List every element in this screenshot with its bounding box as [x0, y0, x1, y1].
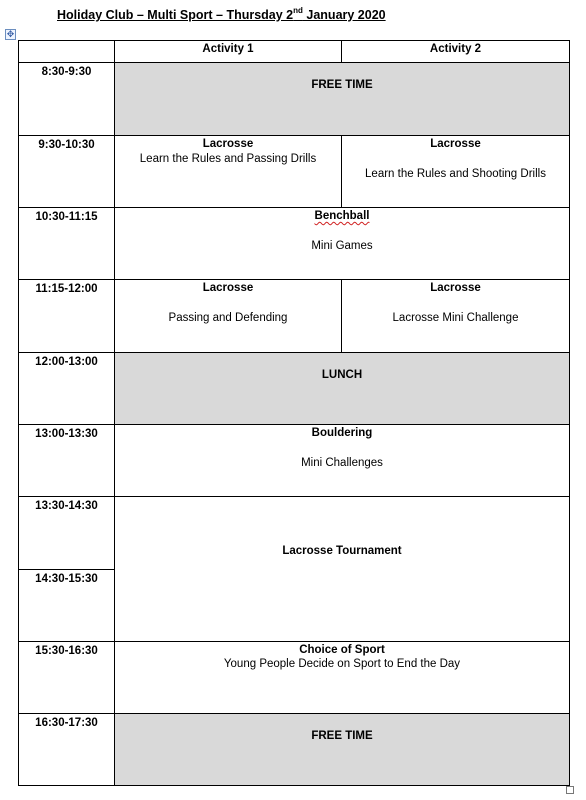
time-cell-row8: [18, 569, 115, 642]
activity-title: FREE TIME: [311, 730, 373, 742]
activity-title: Benchball: [314, 210, 370, 222]
activity-subtitle: Mini Games: [311, 240, 373, 252]
time-cell-row6: [18, 424, 115, 497]
time-label: 10:30-11:15: [35, 211, 98, 223]
activity-title: Bouldering: [311, 427, 373, 439]
activity-subtitle: Learn the Rules and Passing Drills: [139, 153, 317, 165]
activity-title: FREE TIME: [311, 79, 373, 91]
time-cell-row1: [18, 62, 115, 136]
activity-cell-row3: [114, 207, 570, 280]
time-label: 16:30-17:30: [35, 717, 98, 729]
activity-subtitle: Young People Decide on Sport to End the Day: [223, 658, 461, 670]
time-label: 12:00-13:00: [35, 356, 98, 368]
table-resize-handle[interactable]: [566, 786, 574, 794]
time-cell-row4: [18, 279, 115, 353]
activity-cell-row7-8: [114, 496, 570, 642]
table-move-handle-icon[interactable]: ✥: [6, 29, 15, 39]
header-activity-2: [341, 40, 570, 63]
activity-subtitle: Mini Challenges: [301, 457, 383, 469]
activity-cell-row10: [114, 713, 570, 786]
activity-title: LUNCH: [321, 369, 363, 381]
page-title: Holiday Club – Multi Sport – Thursday 2nd January 2020: [57, 6, 386, 22]
time-label: 14:30-15:30: [35, 573, 98, 585]
activity-title: Choice of Sport: [299, 644, 385, 656]
activity-title: Lacrosse: [430, 138, 481, 150]
activity-cell-row1: [114, 62, 570, 136]
activity-subtitle: Learn the Rules and Shooting Drills: [365, 168, 546, 180]
header-empty-cell: [18, 40, 115, 63]
activity-cell-row6: [114, 424, 570, 497]
time-label: 13:00-13:30: [35, 428, 98, 440]
header-activity-1-label: Activity 1: [202, 43, 254, 55]
time-label: 11:15-12:00: [35, 283, 98, 295]
activity-subtitle: Lacrosse Mini Challenge: [392, 312, 519, 324]
activity-title: Lacrosse: [202, 138, 254, 150]
time-label: 13:30-14:30: [35, 500, 98, 512]
activity-title: Lacrosse Tournament: [282, 545, 402, 557]
time-cell-row7: [18, 496, 115, 570]
activity-1-cell-row2: [114, 135, 342, 208]
activity-subtitle: Passing and Defending: [168, 312, 288, 324]
time-cell-row5: [18, 352, 115, 425]
time-cell-row10: [18, 713, 115, 786]
activity-cell-row9: [114, 641, 570, 714]
activity-title: Lacrosse: [430, 282, 481, 294]
header-activity-1: [114, 40, 342, 63]
time-cell-row9: [18, 641, 115, 714]
time-label: 9:30-10:30: [38, 139, 95, 151]
activity-cell-row5: [114, 352, 570, 425]
time-cell-row3: [18, 207, 115, 280]
time-label: 15:30-16:30: [35, 645, 98, 657]
activity-2-cell-row4: [341, 279, 570, 353]
activity-2-cell-row2: [341, 135, 570, 208]
activity-1-cell-row4: [114, 279, 342, 353]
header-activity-2-label: Activity 2: [429, 43, 482, 55]
time-label: 8:30-9:30: [41, 66, 92, 78]
activity-title: Lacrosse: [202, 282, 254, 294]
time-cell-row2: [18, 135, 115, 208]
